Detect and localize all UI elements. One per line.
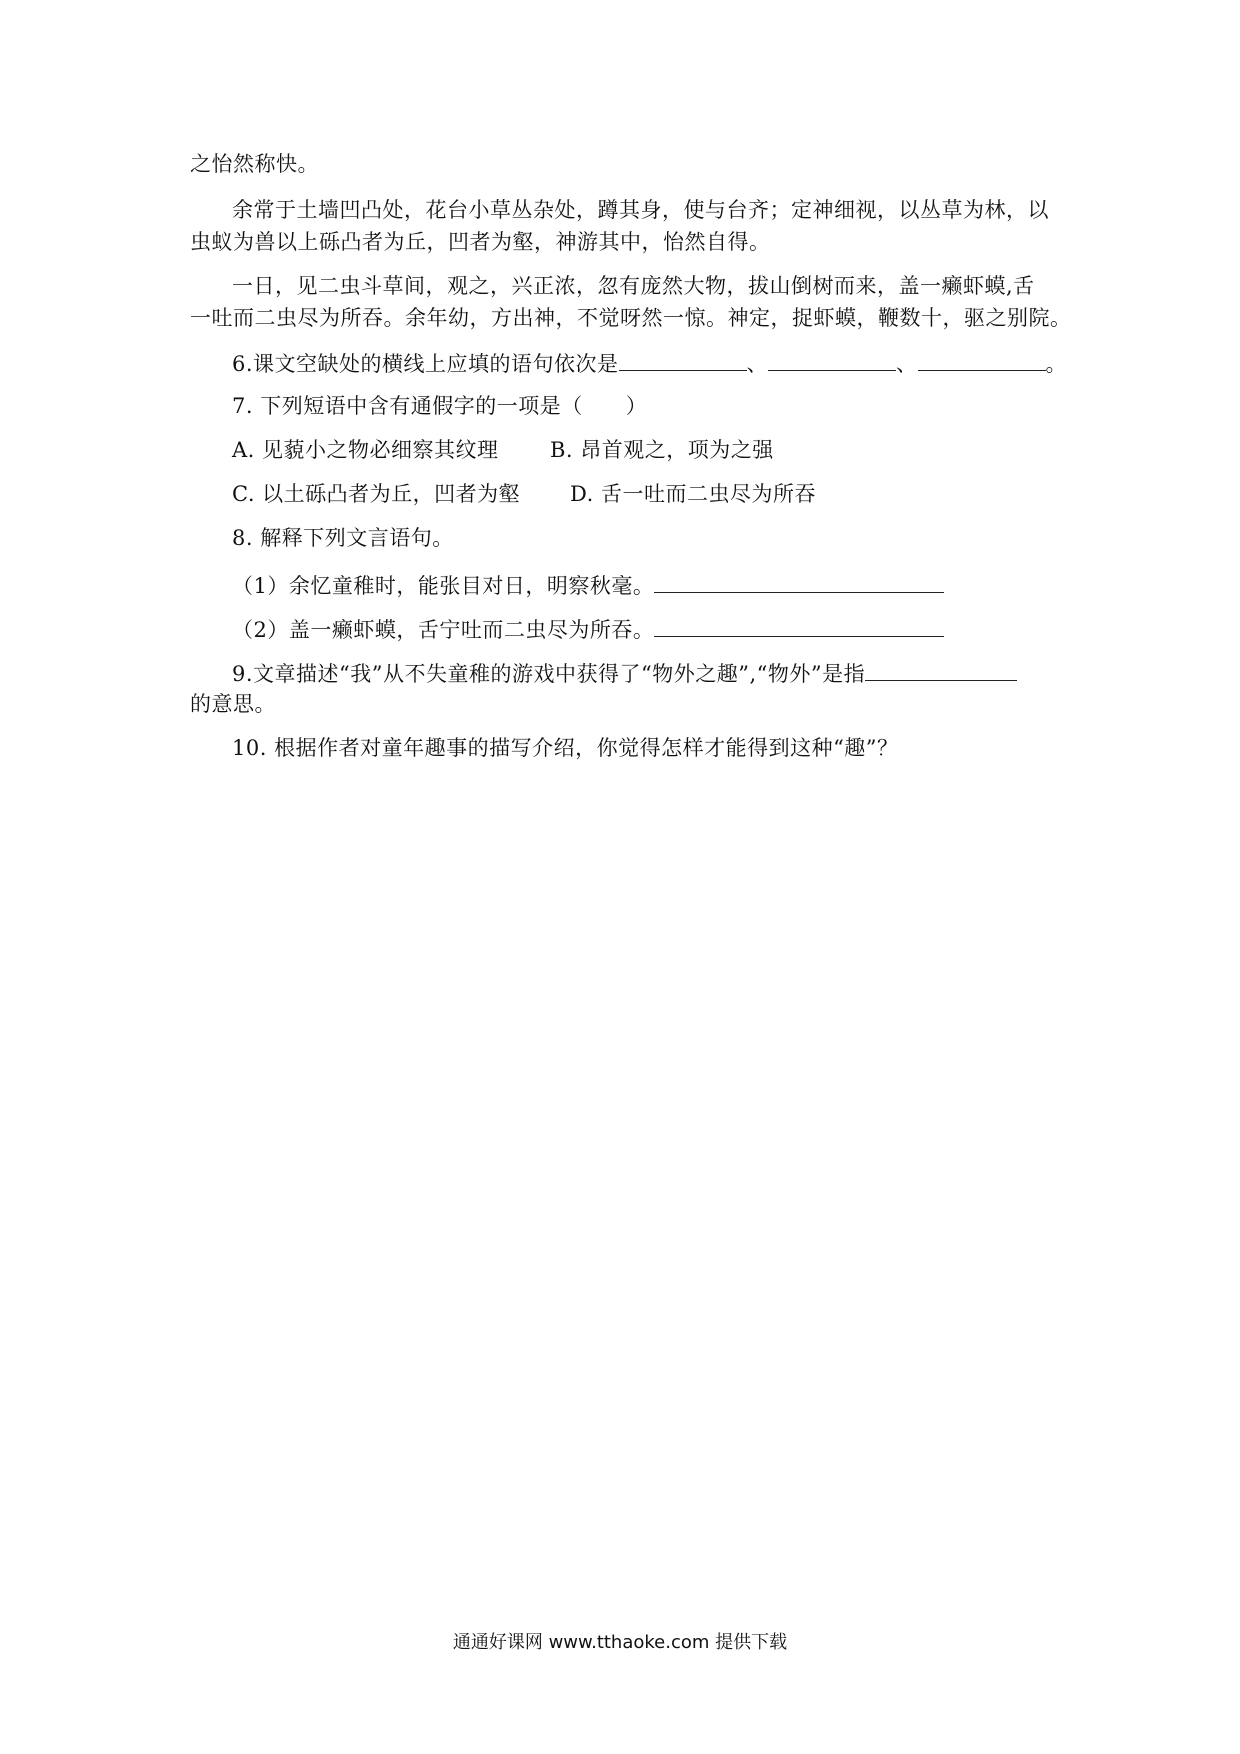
answer-blank[interactable]: [619, 348, 747, 371]
item-text: （1）余忆童稚时，能张目对日，明察秋毫。: [232, 574, 655, 598]
separator: 、: [746, 352, 769, 376]
answer-blank[interactable]: [654, 614, 944, 637]
item-text: （2）盖一癞虾蟆，舌宁吐而二虫尽为所吞。: [232, 618, 655, 642]
option-a: A. 见藐小之物必细察其纹理: [232, 438, 499, 462]
option-d: D. 舌一吐而二虫尽为所吞: [570, 482, 816, 506]
question-9: [232, 658, 1017, 688]
separator: 、: [896, 352, 918, 376]
question-8: 8. 解释下列文言语句。: [232, 526, 454, 550]
question-8-item: [232, 570, 944, 600]
footer-text: 通通好课网 www.tthaoke.com 提供下载: [452, 1632, 788, 1653]
passage-line: 一吐而二虫尽为所吞。余年幼，方出神，不觉呀然一惊。神定，捉虾蟆，鞭数十，驱之别院。: [190, 306, 1072, 330]
answer-blank[interactable]: [654, 570, 944, 593]
question-8-item: [232, 614, 944, 644]
question-6: [232, 348, 1067, 378]
option-c: C. 以土砾凸者为丘，凹者为壑: [232, 482, 521, 506]
question-7: 7. 下列短语中含有通假字的一项是（ ）: [232, 394, 648, 418]
passage-line: 虫蚁为兽以上砾凸者为丘，凹者为壑，神游其中，怡然自得。: [190, 230, 771, 254]
passage-line: 余常于土墙凹凸处，花台小草丛杂处，蹲其身，使与台齐；定神细视，以丛草为林，以: [232, 198, 1049, 222]
question-text: 6.课文空缺处的横线上应填的语句依次是: [232, 352, 619, 376]
question-10: 10. 根据作者对童年趣事的描写介绍，你觉得怎样才能得到这种“趣”？: [232, 736, 899, 760]
question-text: 9.文章描述“我”从不失童稚的游戏中获得了“物外之趣”,“物外”是指: [232, 662, 866, 686]
period: 。: [1045, 352, 1068, 376]
answer-blank[interactable]: [865, 658, 1017, 681]
answer-blank[interactable]: [768, 348, 896, 371]
passage-line: 之怡然称快。: [190, 152, 319, 176]
answer-blank[interactable]: [918, 348, 1046, 371]
passage-line: 一日，见二虫斗草间，观之，兴正浓，忽有庞然大物，拔山倒树而来，盖一癞虾蟆,舌: [232, 274, 1035, 298]
question-9-cont: 的意思。: [190, 692, 276, 716]
option-b: B. 昂首观之，项为之强: [550, 438, 774, 462]
